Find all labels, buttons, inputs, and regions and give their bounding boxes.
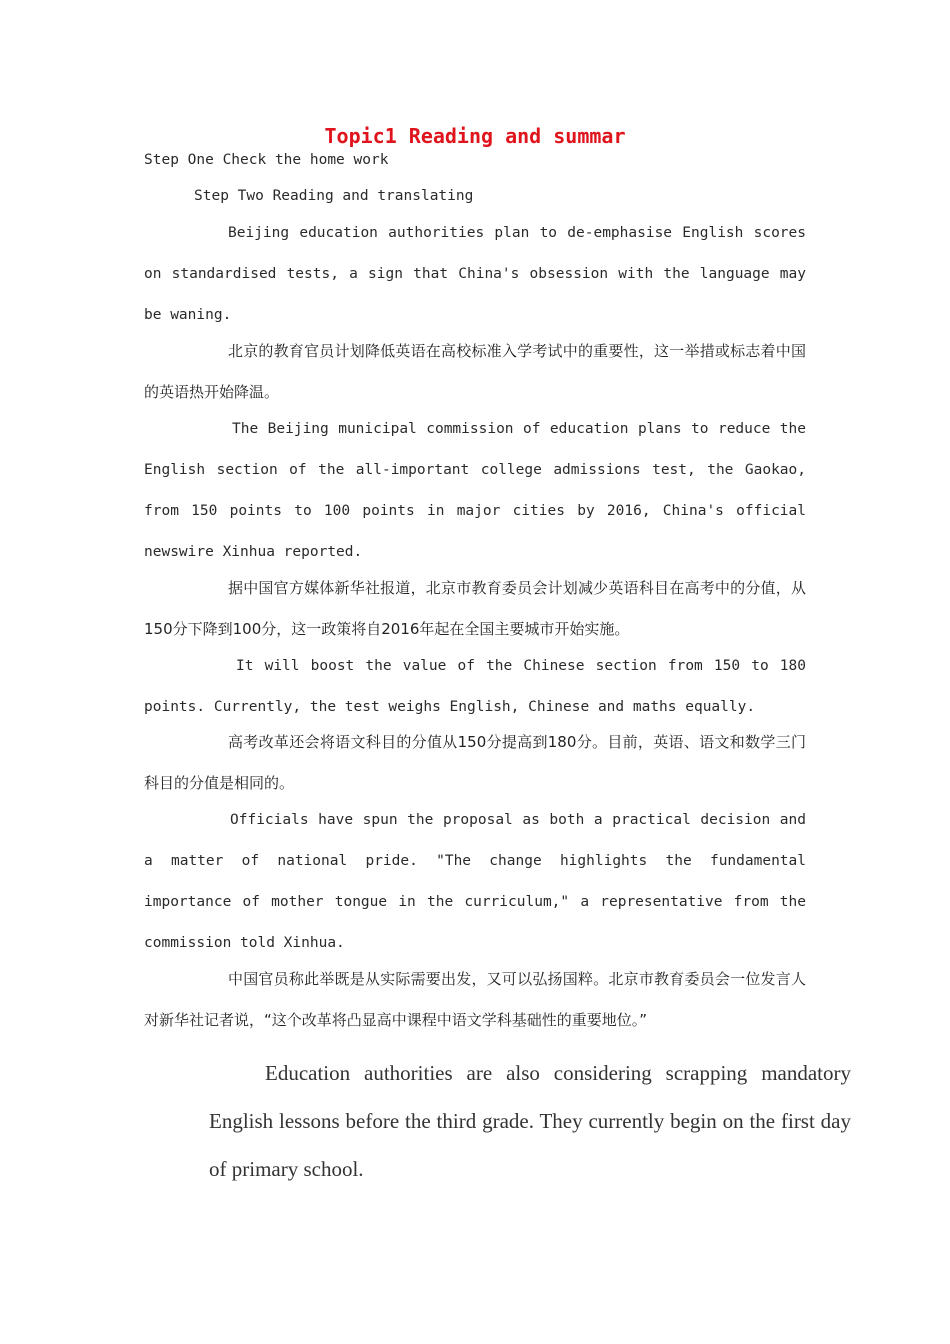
paragraph-2-english: The Beijing municipal commission of education plans to reduce the English section of the all-important college admissions test, the Gaokao, from 150 points to 100 points in major cities by 2016, China's official newswire Xinhua reported.: [144, 421, 806, 560]
paragraph-3-chinese: 高考改革还会将语文科目的分值从150分提高到180分。目前，英语、语文和数学三门科目的分值是相同的。: [144, 733, 806, 792]
paragraph-4-chinese: 中国官员称此举既是从实际需要出发，又可以弘扬国粹。北京市教育委员会一位发言人对新华社记者说，“这个改革将凸显高中课程中语文学科基础性的重要地位。”: [144, 970, 806, 1029]
paragraph-1-chinese: 北京的教育官员计划降低英语在高校标准入学考试中的重要性，这一举措或标志着中国的英语热开始降温。: [144, 342, 806, 401]
paragraph-3-english: It will boost the value of the Chinese section from 150 to 180 points. Currently, the test weighs English, Chinese and maths equally.: [144, 658, 806, 715]
paragraph-4-english: Officials have spun the proposal as both a practical decision and a matter of national pride. "The change highlights the fundamental importance of mother tongue in the curriculum," a representative from the commission told Xinhua.: [144, 812, 806, 951]
page-title: Topic1 Reading and summar: [324, 124, 626, 148]
paragraph-5-english: Education authorities are also considering scrapping mandatory English lessons before the third grade. They currently begin on the first day of primary school.: [209, 1061, 851, 1181]
paragraph-2-chinese: 据中国官方媒体新华社报道，北京市教育委员会计划减少英语科目在高考中的分值，从150分下降到100分，这一政策将自2016年起在全国主要城市开始实施。: [144, 579, 806, 638]
paragraph-1-english: Beijing education authorities plan to de-emphasise English scores on standardised tests, a sign that China's obsession with the language may be waning.: [144, 225, 806, 323]
step-two-heading: Step Two Reading and translating: [194, 188, 474, 204]
step-one-heading: Step One Check the home work: [144, 152, 389, 168]
